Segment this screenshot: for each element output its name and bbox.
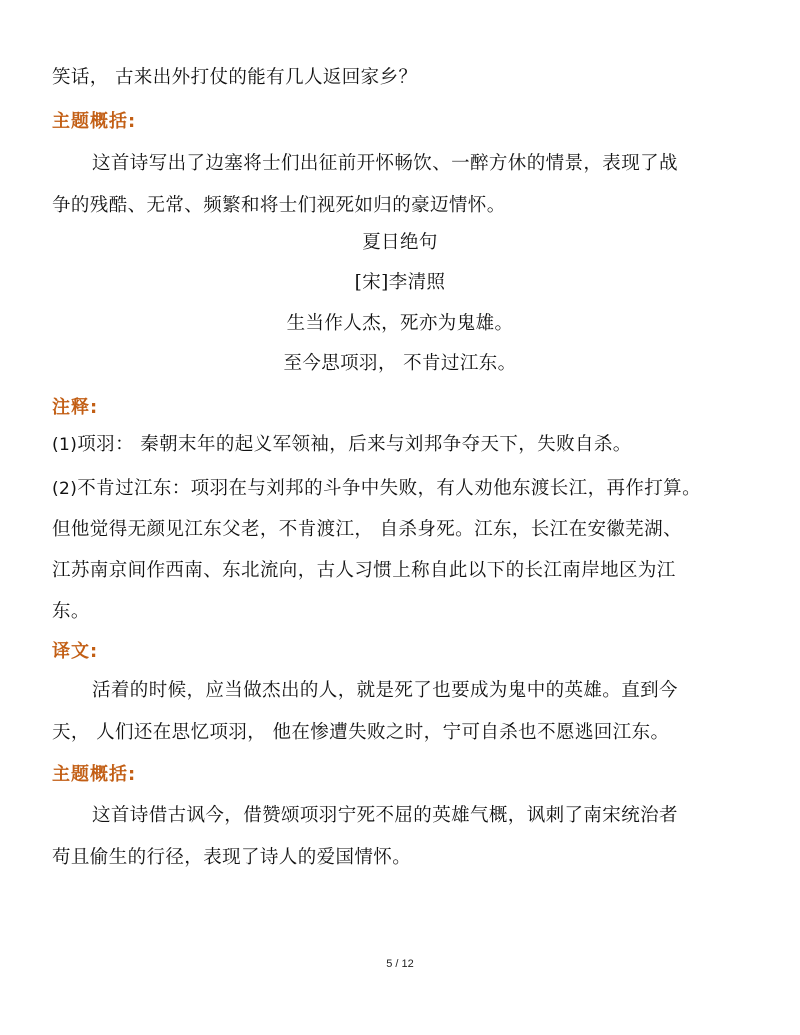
theme-summary-line: 苟且偷生的行径，表现了诗人的爱国情怀。 (52, 847, 412, 868)
poem-title: 夏日绝句 (362, 232, 438, 253)
theme-summary-line: 争的残酷、无常、频繁和将士们视死如归的豪迈情怀。 (52, 195, 506, 216)
note-number: (2) (52, 479, 78, 499)
page-number: 5 / 12 (386, 958, 414, 970)
translation-heading: 译文: (52, 641, 99, 662)
translation-line: 天， 人们还在思忆项羽， 他在惨遭失败之时，宁可自杀也不愿逃回江东。 (52, 722, 670, 743)
theme-summary-heading: 主题概括: (52, 764, 137, 785)
notes-heading: 注释: (52, 397, 99, 418)
note-text-line: 江苏南京间作西南、东北流向，古人习惯上称自此以下的长江南岸地区为江 (52, 560, 676, 581)
note-item (52, 431, 632, 459)
poem-line: 生当作人杰，死亦为鬼雄。 (286, 313, 514, 334)
note-number: (1) (52, 435, 78, 455)
translation-continuation: 笑话， 古来出外打仗的能有几人返回家乡？ (52, 67, 418, 88)
poem-line: 至今思项羽， 不肯过江东。 (283, 353, 517, 374)
theme-summary-line: 这首诗借古讽今，借赞颂项羽宁死不屈的英雄气概，讽刺了南宋统治者 (92, 805, 678, 826)
theme-summary-line: 这首诗写出了边塞将士们出征前开怀畅饮、一醉方休的情景，表现了战 (92, 153, 678, 174)
translation-line: 活着的时候，应当做杰出的人，就是死了也要成为鬼中的英雄。直到今 (92, 680, 678, 701)
note-text: 项羽： 秦朝末年的起义军领袖，后来与刘邦争夺天下，失败自杀。 (77, 434, 632, 455)
note-text-line: 东。 (52, 601, 90, 622)
theme-summary-heading: 主题概括: (52, 111, 137, 132)
note-text: 不肯过江东：项羽在与刘邦的斗争中失败，有人劝他东渡长江，再作打算。 (77, 478, 701, 499)
note-text-line: 但他觉得无颜见江东父老，不肯渡江， 自杀身死。江东，长江在安徽芜湖、 (52, 519, 682, 540)
poem-author: [宋]李清照 (354, 272, 446, 293)
note-item (52, 475, 701, 503)
